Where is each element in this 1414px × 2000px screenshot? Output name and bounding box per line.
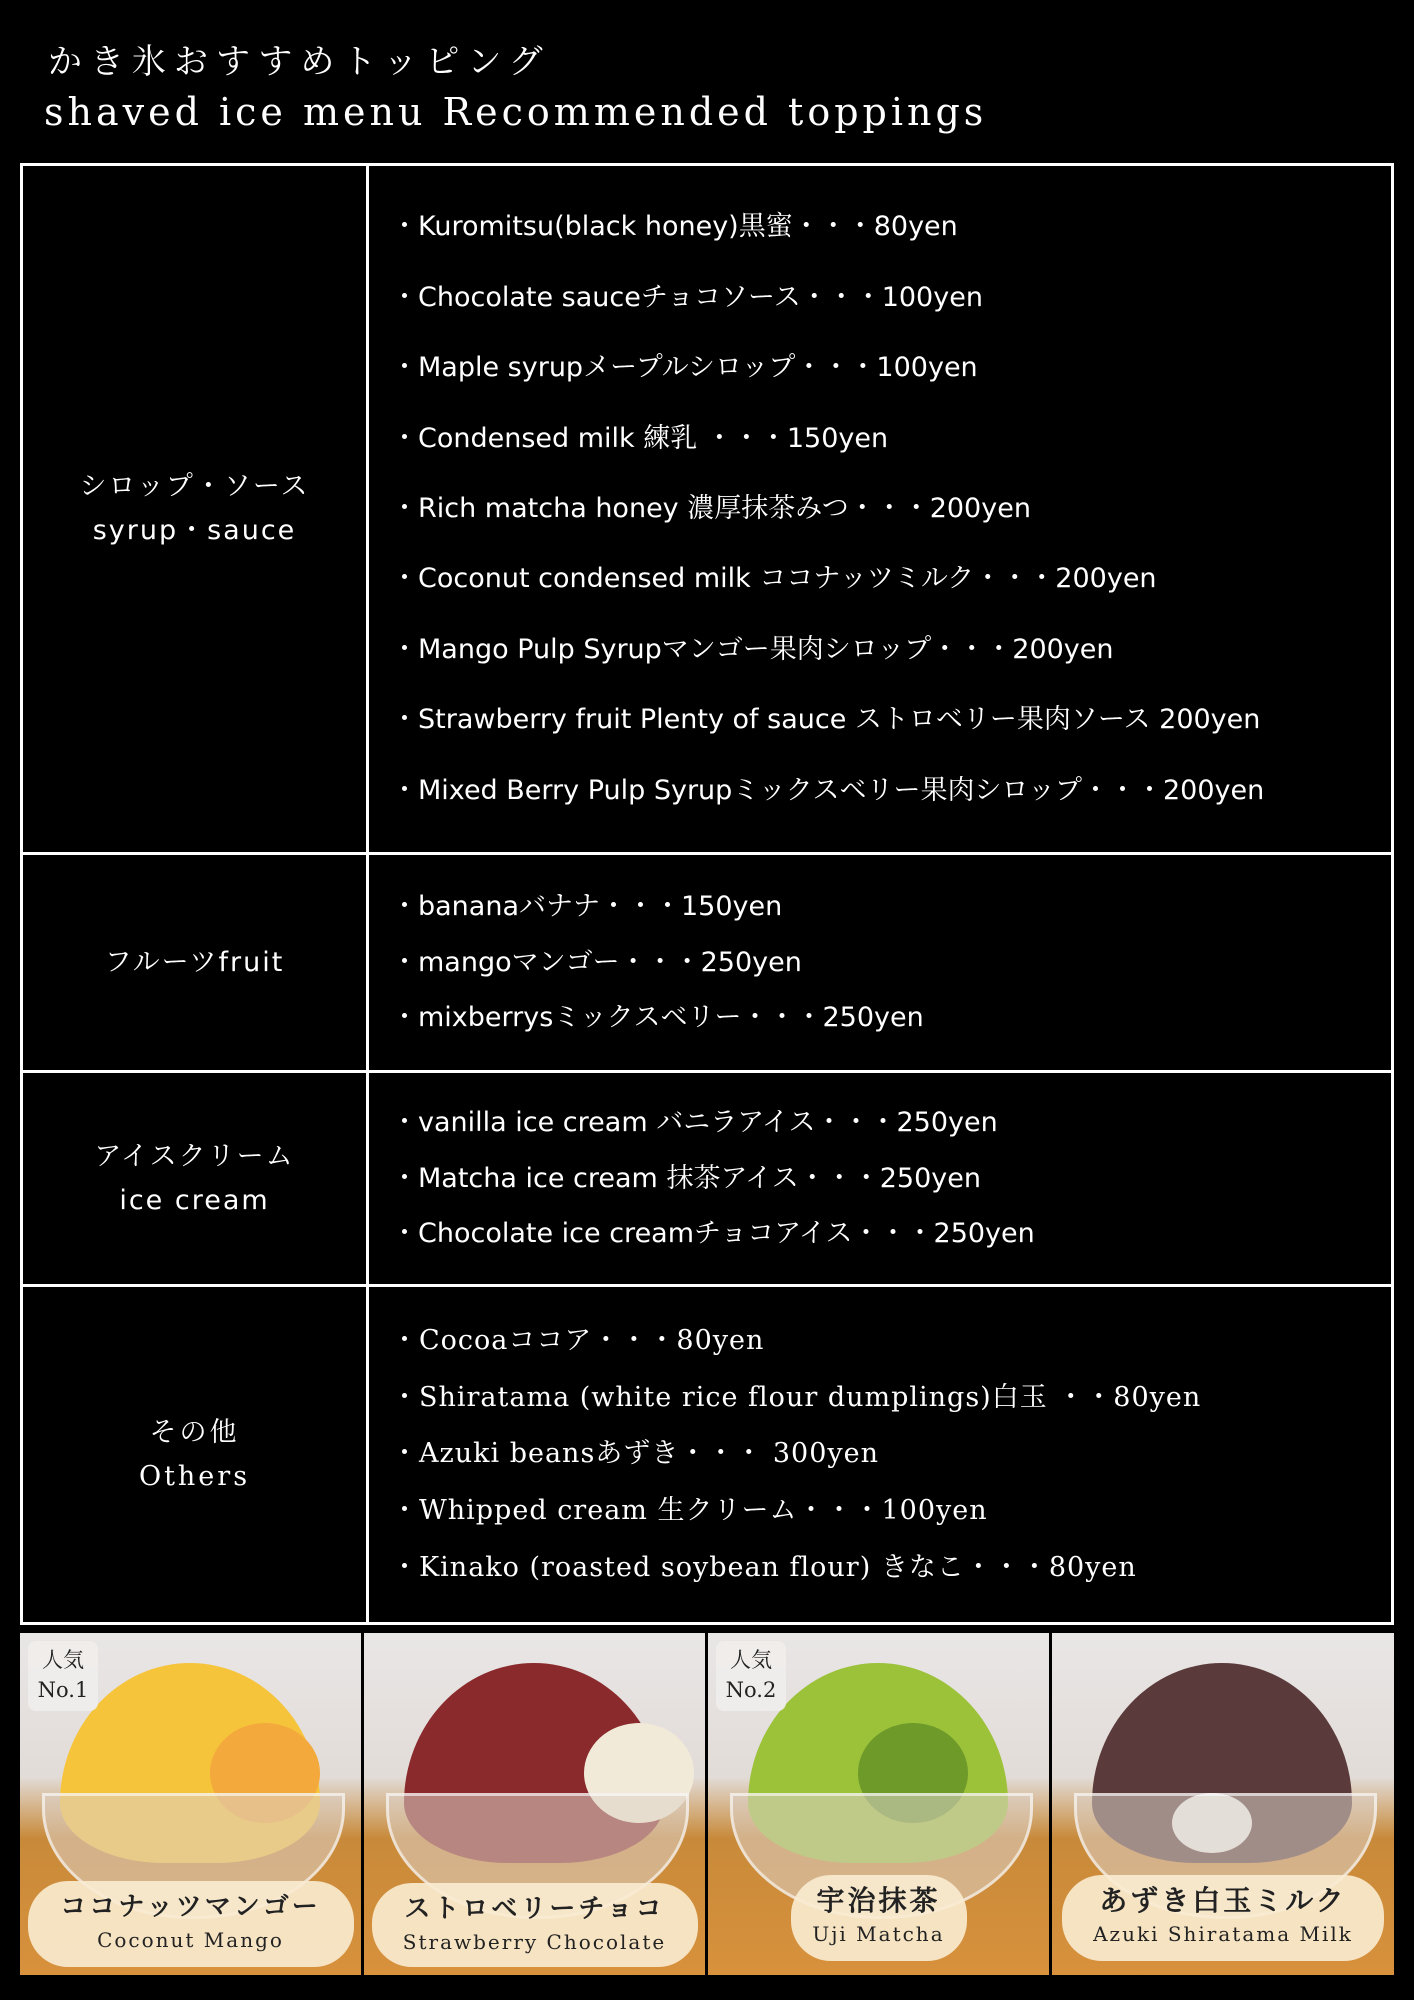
item-list [369, 1073, 1391, 1284]
item-list [369, 1287, 1391, 1622]
menu-item: ・Rich matcha honey 濃厚抹茶みつ・・・200yen [391, 492, 1031, 524]
item-list [369, 855, 1391, 1070]
category-cell [23, 1287, 369, 1622]
title-english: shaved ice menu Recommended toppings [44, 90, 988, 134]
photo-strawberry-chocolate [364, 1633, 705, 1975]
menu-item: ・Kuromitsu(black honey)黒蜜・・・80yen [391, 211, 958, 243]
menu-item: ・Mango Pulp Syrupマンゴー果肉シロップ・・・200yen [391, 633, 1114, 665]
menu-item: ・bananaバナナ・・・150yen [391, 891, 783, 923]
category-label-jp: アイスクリーム [94, 1140, 295, 1172]
section-syrup-sauce [23, 166, 1391, 852]
badge-rank: No.2 [725, 1678, 777, 1702]
badge-label: 人気 [42, 1648, 84, 1672]
menu-item: ・Chocolate sauceチョコソース・・・100yen [391, 281, 983, 313]
dish-name-en: Coconut Mango [97, 1928, 284, 1952]
category-label-jp: フルーツfruit [104, 946, 285, 978]
photo-strip [20, 1633, 1394, 1975]
dish-name-jp: ストロベリーチョコ [404, 1894, 665, 1924]
title-japanese: かき氷おすすめトッピング [48, 42, 551, 82]
dish-name-jp: ココナッツマンゴー [60, 1892, 321, 1922]
dish-name-label [28, 1881, 354, 1967]
dish-name-en: Uji Matcha [812, 1922, 945, 1946]
menu-item: ・Matcha ice cream 抹茶アイス・・・250yen [391, 1162, 981, 1194]
dish-name-en: Azuki Shiratama Milk [1093, 1922, 1353, 1946]
category-label-jp: シロップ・ソース [79, 471, 310, 502]
section-ice-cream [23, 1070, 1391, 1284]
menu-item: ・Strawberry fruit Plenty of sauce ストロベリー果肉ソース 200yen [391, 704, 1261, 736]
photo-azuki-shiratama-milk [1052, 1633, 1394, 1975]
menu-item: ・Cocoaココア・・・80yen [391, 1324, 765, 1356]
category-cell [23, 166, 369, 852]
menu-item: ・Shiratama (white rice flour dumplings)白玉 ・・80yen [391, 1381, 1202, 1413]
photo-coconut-mango [20, 1633, 361, 1975]
item-list [369, 166, 1391, 852]
dish-name-jp: 宇治抹茶 [816, 1884, 941, 1917]
menu-item: ・Coconut condensed milk ココナッツミルク・・・200yen [391, 563, 1157, 595]
menu-item: ・Maple syrupメープルシロップ・・・100yen [391, 352, 978, 384]
menu-item: ・vanilla ice cream バニラアイス・・・250yen [391, 1107, 998, 1139]
menu-item: ・Chocolate ice creamチョコアイス・・・250yen [391, 1217, 1035, 1249]
category-cell [23, 855, 369, 1070]
category-label-jp: その他 [149, 1416, 240, 1448]
badge-label: 人気 [730, 1648, 772, 1672]
category-label-en: ice cream [119, 1184, 270, 1216]
category-label-en: Others [138, 1460, 251, 1492]
menu-item: ・mixberrysミックスベリー・・・250yen [391, 1001, 924, 1033]
dish-name-label [1062, 1875, 1384, 1961]
menu-item: ・mangoマンゴー・・・250yen [391, 946, 802, 978]
menu-item: ・Whipped cream 生クリーム・・・100yen [391, 1495, 988, 1527]
toppings-table [20, 163, 1394, 1625]
popularity-badge [28, 1641, 98, 1711]
category-cell [23, 1073, 369, 1284]
menu-item: ・Azuki beansあずき・・・ 300yen [391, 1438, 880, 1470]
popularity-badge [716, 1641, 786, 1711]
photo-uji-matcha [708, 1633, 1049, 1975]
menu-item: ・Condensed milk 練乳 ・・・150yen [391, 422, 889, 454]
section-fruit [23, 852, 1391, 1070]
section-others [23, 1284, 1391, 1622]
menu-item: ・Mixed Berry Pulp Syrupミックスベリー果肉シロップ・・・200yen [391, 774, 1265, 806]
dish-name-jp: あずき白玉ミルク [1099, 1884, 1347, 1917]
category-label-en: syrup・sauce [92, 515, 297, 546]
menu-header [0, 0, 1414, 160]
dish-name-label [372, 1883, 698, 1967]
badge-rank: No.1 [37, 1678, 89, 1702]
dish-name-en: Strawberry Chocolate [402, 1930, 667, 1954]
dish-name-label [791, 1875, 967, 1961]
menu-item: ・Kinako (roasted soybean flour) きなこ・・・80yen [391, 1552, 1137, 1584]
